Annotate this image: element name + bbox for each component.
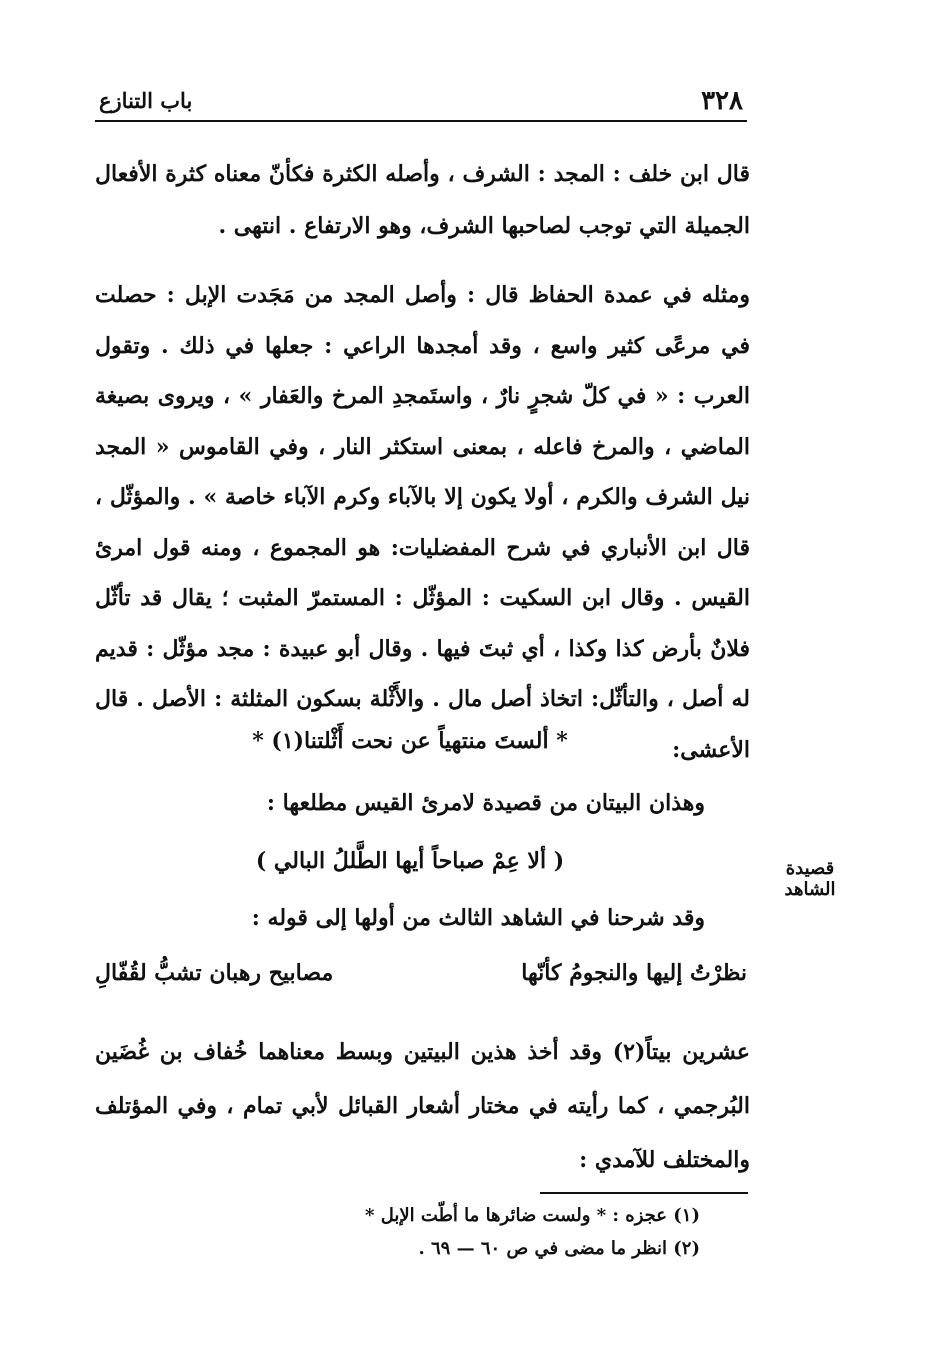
footnote-2: (٢) انظر ما مضى في ص ٦٠ — ٦٩ .	[418, 1238, 700, 1259]
paragraph-umdat-al-huffaz: ومثله في عمدة الحفاظ قال : وأصل المجد من مَجَدت الإبل : حصلت في مرعًى كثير واسع ، وقد أمجدها الراعي : جعلها في ذلك . وتقول العرب : « في كلّ شجرٍ نارٌ ، واستَمجدِ المرخ والعَفار » ، ويروى بصيغة الماضي ، والمرخ فاعله ، بمعنى استكثر النار ، وفي القاموس « المجد نيل الشرف والكرم ، أولا يكون إلا بالآباء وكرم الآباء خاصة » . والمؤثّل ، قال ابن الأنباري في شرح المفضليات: هو المجموع ، ومنه قول امرئ القيس . وقال ابن السكيت : المؤثّل : المستمرّ المثبت ؛ يقال قد تأثّل فلانٌ بأرض كذا وكذا ، أي ثبتَ فيها . وقال أبو عبيدة : مجد مؤثّل : قديم له أصل ، والتأثّل: اتخاذ أصل مال . والأَثْلة بسكون المثلثة : الأصل . قال الأعشى:	[95, 282, 750, 763]
page-header	[95, 80, 747, 122]
verse-al-asha: * ألستَ منتهياً عن نحت أَثْلتنا(١) *	[252, 728, 568, 754]
intro-commentary-line: وقد شرحنا في الشاهد الثالث من أولها إلى قوله :	[251, 905, 705, 931]
footnote-1: (١) عجزه : * ولست ضائرها ما أطّت الإبل *	[365, 1205, 700, 1226]
intro-poem-line: وهذان البيتان من قصيدة لامرئ القيس مطلعها :	[266, 790, 705, 816]
verse-second-hemistich: مصابيح رهبان تشبُّ لقُفّالِ	[95, 960, 334, 986]
page-number: ٣٢٨	[701, 86, 743, 116]
verse-first-hemistich: نظرْتُ إليها والنجومُ كأنّها	[521, 960, 747, 986]
paragraph-khufaf: عشرين بيتاً(٢) وقد أخذ هذين البيتين وبسط معناهما خُفاف بن غُضَين البُرجمي ، كما رأيته في مختار أشعار القبائل لأبي تمام ، وفي المؤتلف والمختلف للآمدي :	[95, 1039, 750, 1173]
verse-poem-opening: ( ألا عِمْ صباحاً أيها الطَّللُ البالي )	[255, 848, 565, 874]
margin-note: قصيدة الشاهد	[784, 858, 836, 900]
paragraph-ibn-khalaf: قال ابن خلف : المجد : الشرف ، وأصله الكثرة فكأنّ معناه كثرة الأفعال الجميلة التي توجب لصاحبها الشرف، وهو الارتفاع . انتهى .	[95, 161, 750, 239]
running-title: باب التنازع	[99, 88, 193, 113]
footnote-divider	[540, 1192, 748, 1194]
